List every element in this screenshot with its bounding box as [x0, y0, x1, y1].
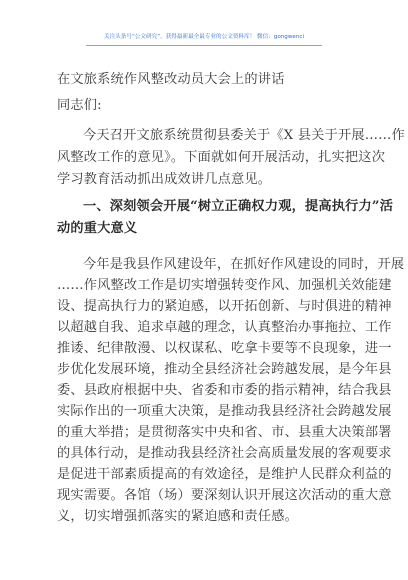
paragraph-line: ……作风整改工作是切实增强转变作风、加强机关效能建 [57, 278, 392, 293]
paragraph-line: 风整改工作的意见》。下面就如何开展活动，扎实把这次 [57, 150, 386, 165]
paragraph-line: 学习教育活动抓出成效讲几点意见。 [57, 172, 272, 187]
section-heading: 一、深刻领会开展“树立正确权力观，提高执行力”活 [83, 199, 394, 214]
paragraph-line: 义，切实增强抓落实的紧迫感和责任感。 [57, 509, 298, 524]
document-title: 在文旅系统作风整改动员大会上的讲话 [57, 72, 285, 87]
paragraph-line: 今天召开文旅系统贯彻县委关于《X 县关于开展……作 [83, 128, 405, 143]
paragraph-line: 以超越自我、追求卓越的理念，认真整治办事拖拉、工作 [57, 320, 392, 335]
paragraph-line: 委、县政府根据中央、省委和市委的指示精神，结合我县 [57, 383, 392, 398]
paragraph-line: 的具体行动，是推动我县经济社会高质量发展的客观要求 [57, 446, 392, 461]
paragraph-line: 实际作出的一项重大决策，是推动我县经济社会跨越发展 [57, 404, 392, 419]
paragraph-line: 今年是我县作风建设年，在抓好作风建设的同时，开展 [83, 257, 405, 272]
paragraph-line: 的重大举措；是贯彻落实中央和省、市、县重大决策部署 [57, 425, 392, 440]
header-banner: 关注头条号“公文研究”，获得最新最全最专业的公文资料库！ 微信：gongwenci [103, 34, 305, 40]
paragraph-line: 步优化发展环境，推动全县经济社会跨越发展，是今年县 [57, 362, 392, 377]
paragraph-line: 是促进干部素质提高的有效途径，是维护人民群众利益的 [57, 467, 392, 482]
paragraph-line: 现实需要。各馆（场）要深刻认识开展这次活动的重大意 [57, 488, 392, 503]
paragraph-line: 设、提高执行力的紧迫感，以开拓创新、与时俱进的精神 [57, 299, 392, 314]
paragraph-line: 推诿、纪律散漫、以权谋私、吃拿卡要等不良现象，进一 [57, 341, 392, 356]
salutation: 同志们: [57, 98, 102, 113]
section-heading: 动的重大意义 [57, 221, 138, 236]
